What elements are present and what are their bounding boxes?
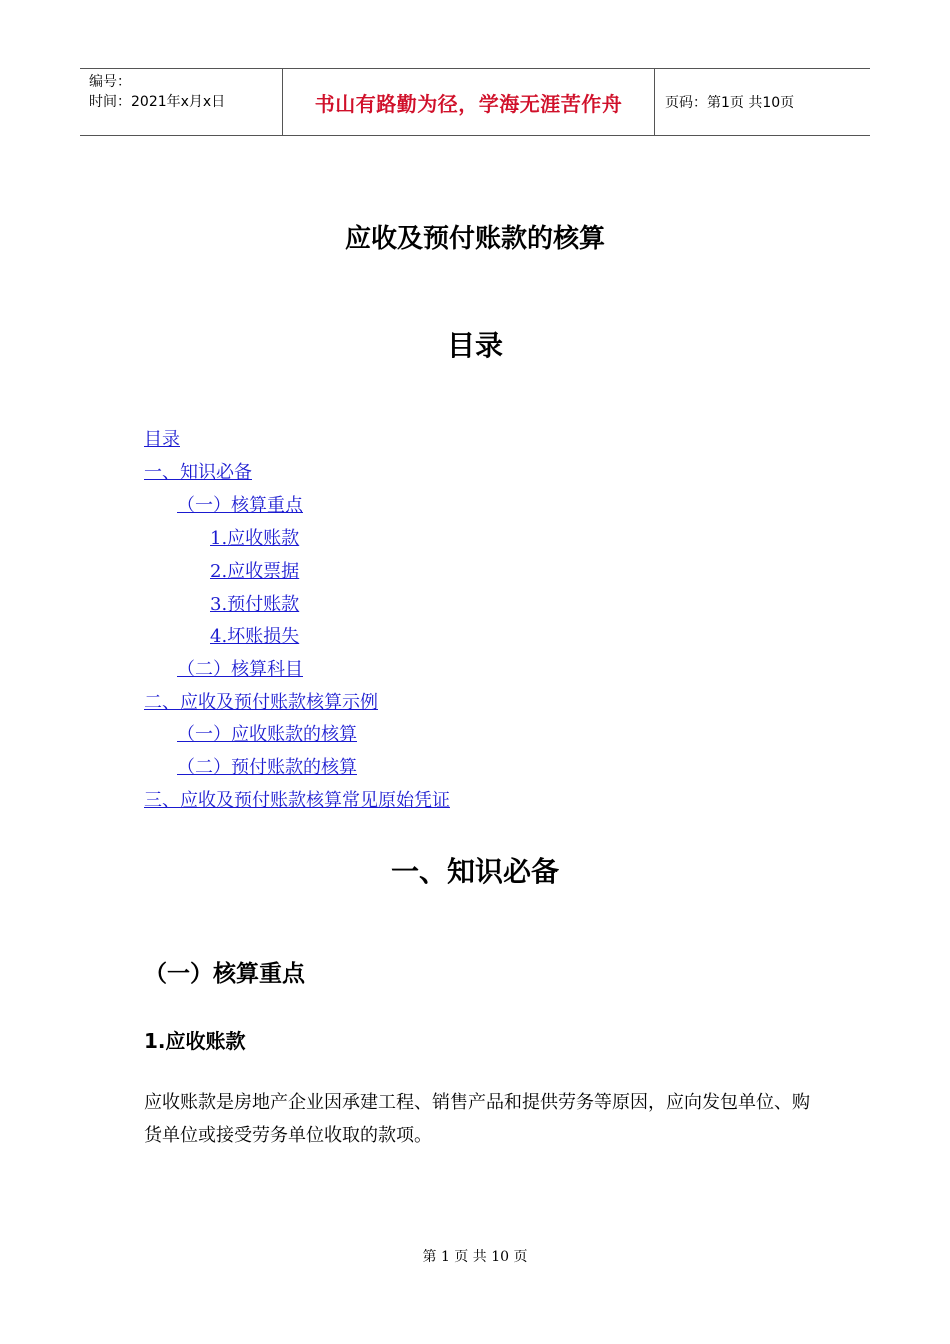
time-label: 时间：2021年x月x日 [89,94,226,110]
section-heading: 一、知识必备 [390,855,559,888]
header-meta [80,69,282,135]
toc-link-examples[interactable]: 二、应收及预付账款核算示例 [144,692,378,713]
document-title: 应收及预付账款的核算 [344,224,605,254]
toc-link-bad-debt[interactable]: 4.坏账损失 [210,626,300,647]
toc-heading: 目录 [446,329,503,362]
subsection-heading: （一）核算重点 [144,961,305,987]
number-label: 编号： [89,74,131,90]
toc-link-receivables[interactable]: 1.应收账款 [210,528,300,549]
toc-link-key-points[interactable]: （一）核算重点 [177,495,303,516]
body-paragraph: 应收账款是房地产企业因承建工程、销售产品和提供劳务等原因，应向发包单位、购货单位或接受劳务单位收取的款项。 [144,1092,810,1146]
toc-link-source-documents[interactable]: 三、应收及预付账款核算常见原始凭证 [144,790,450,811]
toc-link-knowledge[interactable]: 一、知识必备 [144,462,252,483]
header-motto: 书山有路勤为径，学海无涯苦作舟 [282,69,655,135]
toc-link-receivables-example[interactable]: （一）应收账款的核算 [177,724,357,745]
toc-link-notes-receivable[interactable]: 2.应收票据 [210,561,300,582]
item-heading: 1.应收账款 [144,1029,246,1053]
page-footer: 第 1 页 共 10 页 [422,1249,528,1265]
toc-link-prepayments-example[interactable]: （二）预付账款的核算 [177,757,357,778]
header-table [80,68,870,136]
toc-link-accounts[interactable]: （二）核算科目 [177,659,303,680]
toc-link-contents[interactable]: 目录 [144,429,180,450]
toc-link-prepayments[interactable]: 3.预付账款 [210,594,300,615]
header-page-info: 页码：第1页 共10页 [665,95,795,111]
